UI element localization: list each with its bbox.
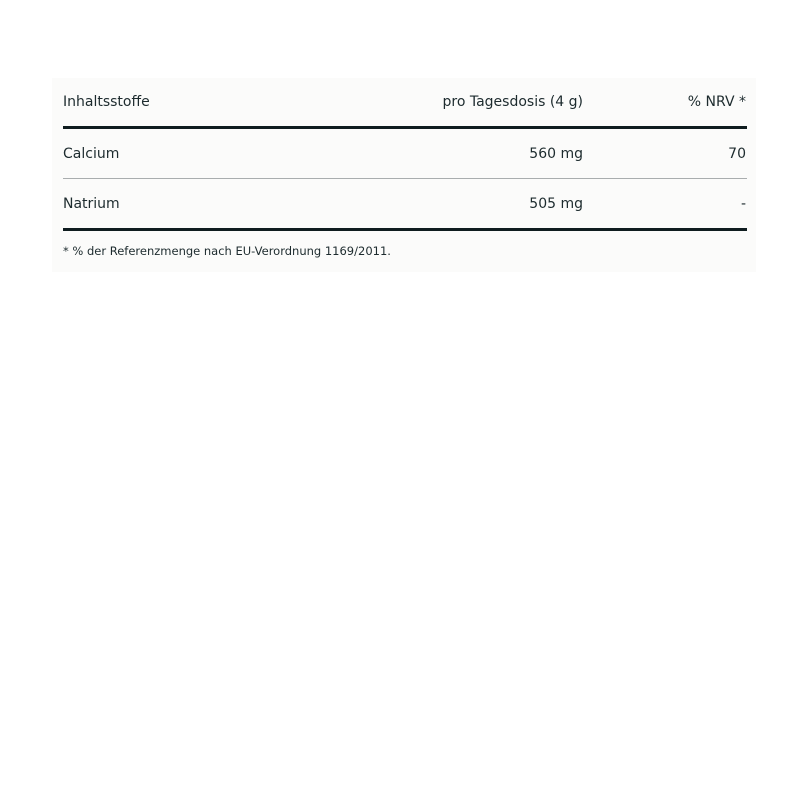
- row-ingredient-name: Natrium: [63, 195, 120, 212]
- row-ingredient-name: Calcium: [63, 145, 120, 162]
- table-header-row: [63, 78, 747, 129]
- footnote: * % der Referenzmenge nach EU-Verordnung 1169/2011.: [63, 244, 391, 258]
- row-nrv: -: [740, 195, 746, 212]
- nutrition-table: [63, 78, 747, 231]
- row-amount: 505 mg: [529, 195, 583, 212]
- table-row: [63, 129, 747, 179]
- row-amount: 560 mg: [529, 145, 583, 162]
- table-row: [63, 179, 747, 231]
- header-daily-dose: pro Tagesdosis (4 g): [442, 94, 583, 110]
- row-nrv: 70: [728, 145, 746, 162]
- header-ingredients: Inhaltsstoffe: [63, 94, 150, 110]
- nutrition-panel: [52, 78, 756, 272]
- header-nrv: % NRV *: [687, 94, 746, 110]
